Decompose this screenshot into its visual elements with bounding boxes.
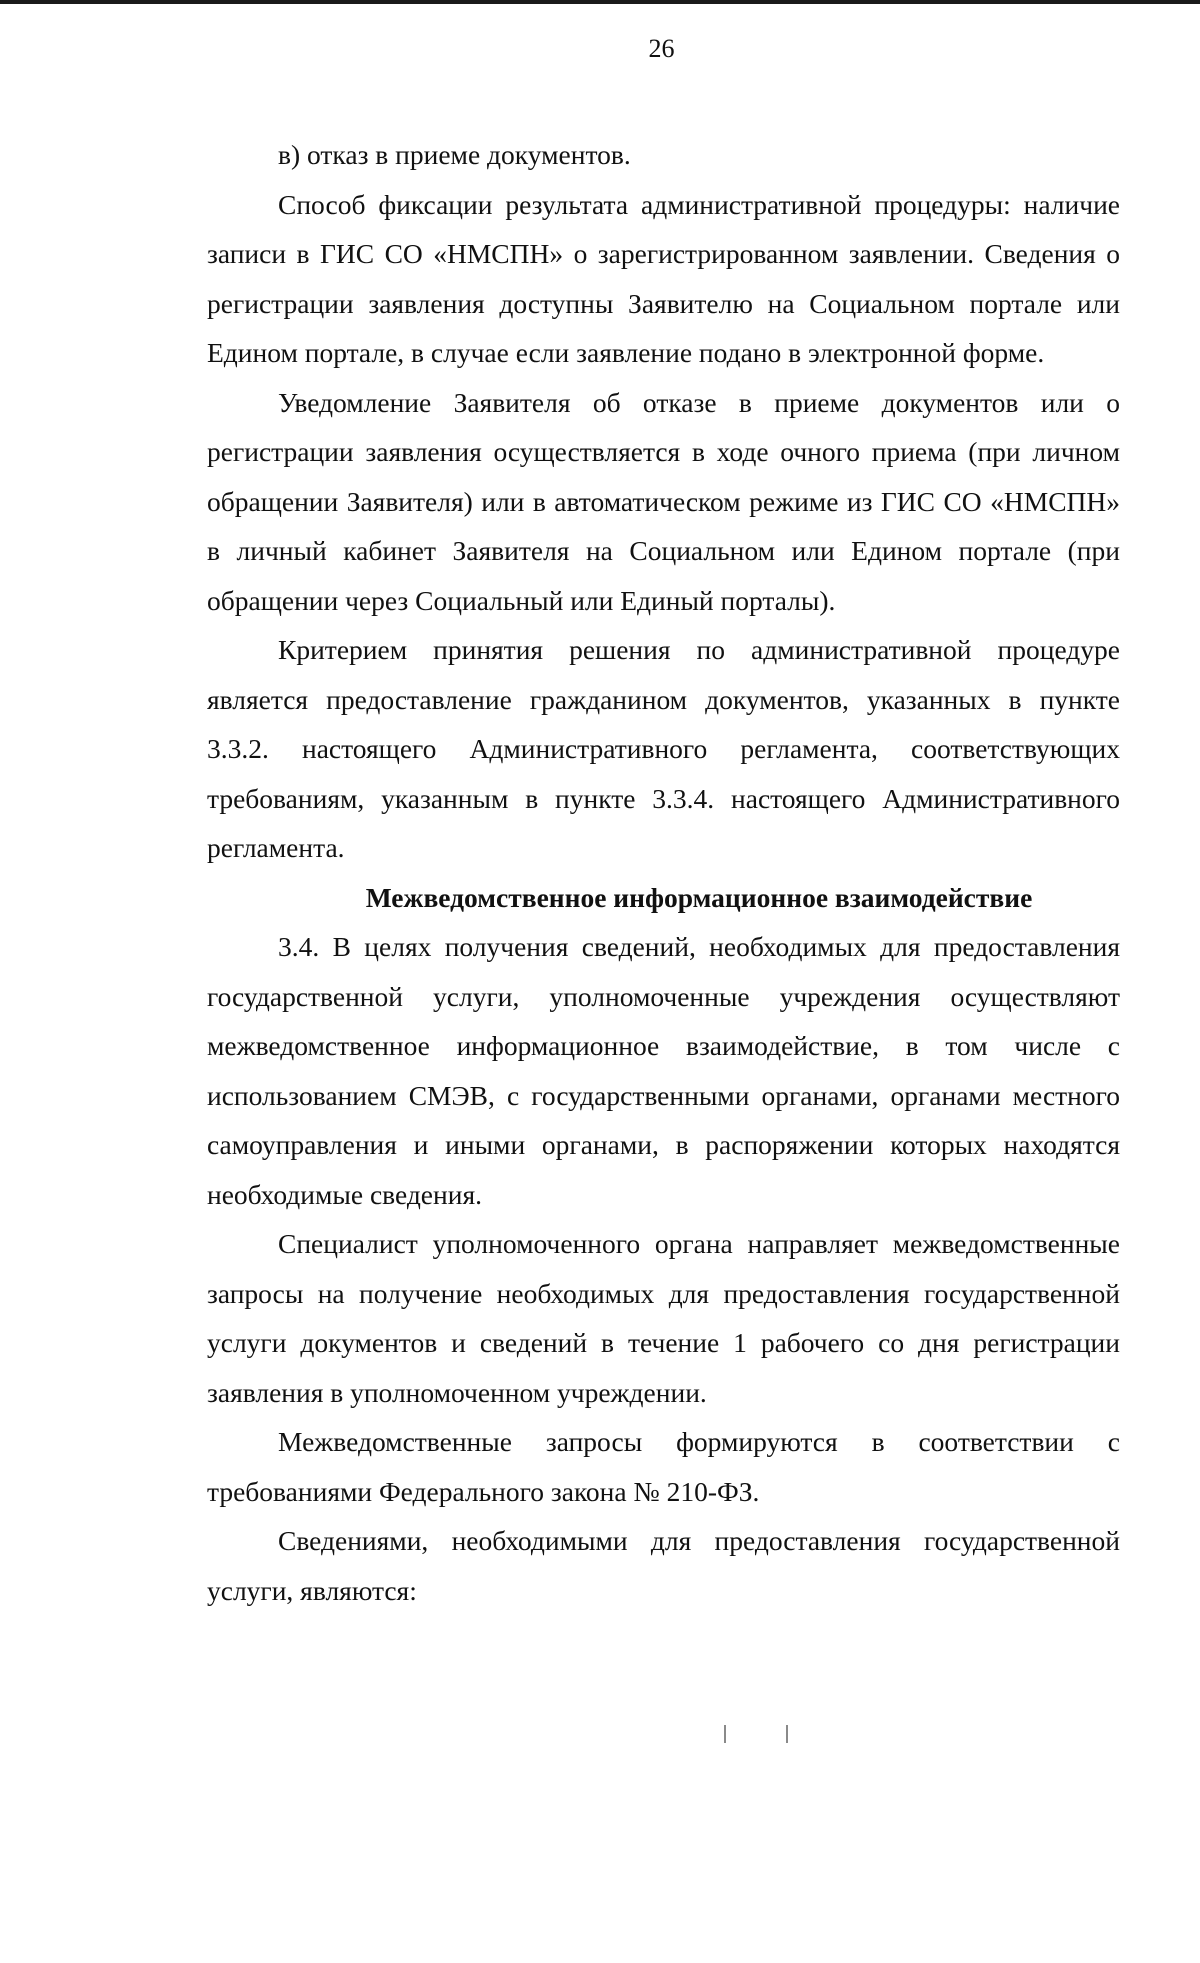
paragraph-result-fixation: Способ фиксации результата административной процедуры: наличие записи в ГИС СО «НМСПН» о зарегистрированном заявлении. Сведения о регистрации заявления доступны Заявителю на Социальном портале или Едином портале, в случае если заявление подано в электронной форме. bbox=[207, 188, 1120, 368]
top-border-line bbox=[0, 0, 1200, 4]
paragraph-requests-law: Межведомственные запросы формируются в соответствии с требованиями Федерального закона № 210-ФЗ. bbox=[207, 1426, 1120, 1507]
paragraph-interagency-purpose: 3.4. В целях получения сведений, необходимых для предоставления государственной услуги, уполномоченные учреждения осуществляют межведомственное информационное взаимодействие, в том числе с использованием СМЭВ, с государственными органами, органами местного самоуправления и иными органами, в распоряжении которых находятся необходимые сведения. bbox=[207, 931, 1120, 1210]
scan-artifact-mark bbox=[724, 1725, 726, 1743]
page-number: 26 bbox=[648, 34, 675, 63]
paragraph-required-info: Сведениями, необходимыми для предоставления государственной услуги, являются: bbox=[207, 1525, 1120, 1606]
paragraph-interagency-requests: Специалист уполномоченного органа направляет межведомственные запросы на получение необходимых для предоставления государственной услуги документов и сведений в течение 1 рабочего со дня регистрации заявления в уполномоченном учреждении. bbox=[207, 1228, 1120, 1408]
paragraph-decision-criterion: Критерием принятия решения по административной процедуре является предоставление гражданином документов, указанных в пункте 3.3.2. настоящего Административного регламента, соответствующих требованиям, указанным в пункте 3.3.4. настоящего Административного регламента. bbox=[207, 634, 1120, 863]
document-body bbox=[207, 130, 1120, 1615]
scan-artifact-mark bbox=[786, 1725, 788, 1743]
paragraph-applicant-notification: Уведомление Заявителя об отказе в приеме документов или о регистрации заявления осуществляется в ходе очного приема (при личном обращении Заявителя) или в автоматическом режиме из ГИС СО «НМСПН» в личный кабинет Заявителя на Социальном или Едином портале (при обращении через Социальный или Единый порталы). bbox=[207, 386, 1120, 616]
section-heading: Межведомственное информационное взаимодействие bbox=[365, 881, 1033, 913]
paragraph-refusal-item: в) отказ в приеме документов. bbox=[278, 139, 631, 170]
